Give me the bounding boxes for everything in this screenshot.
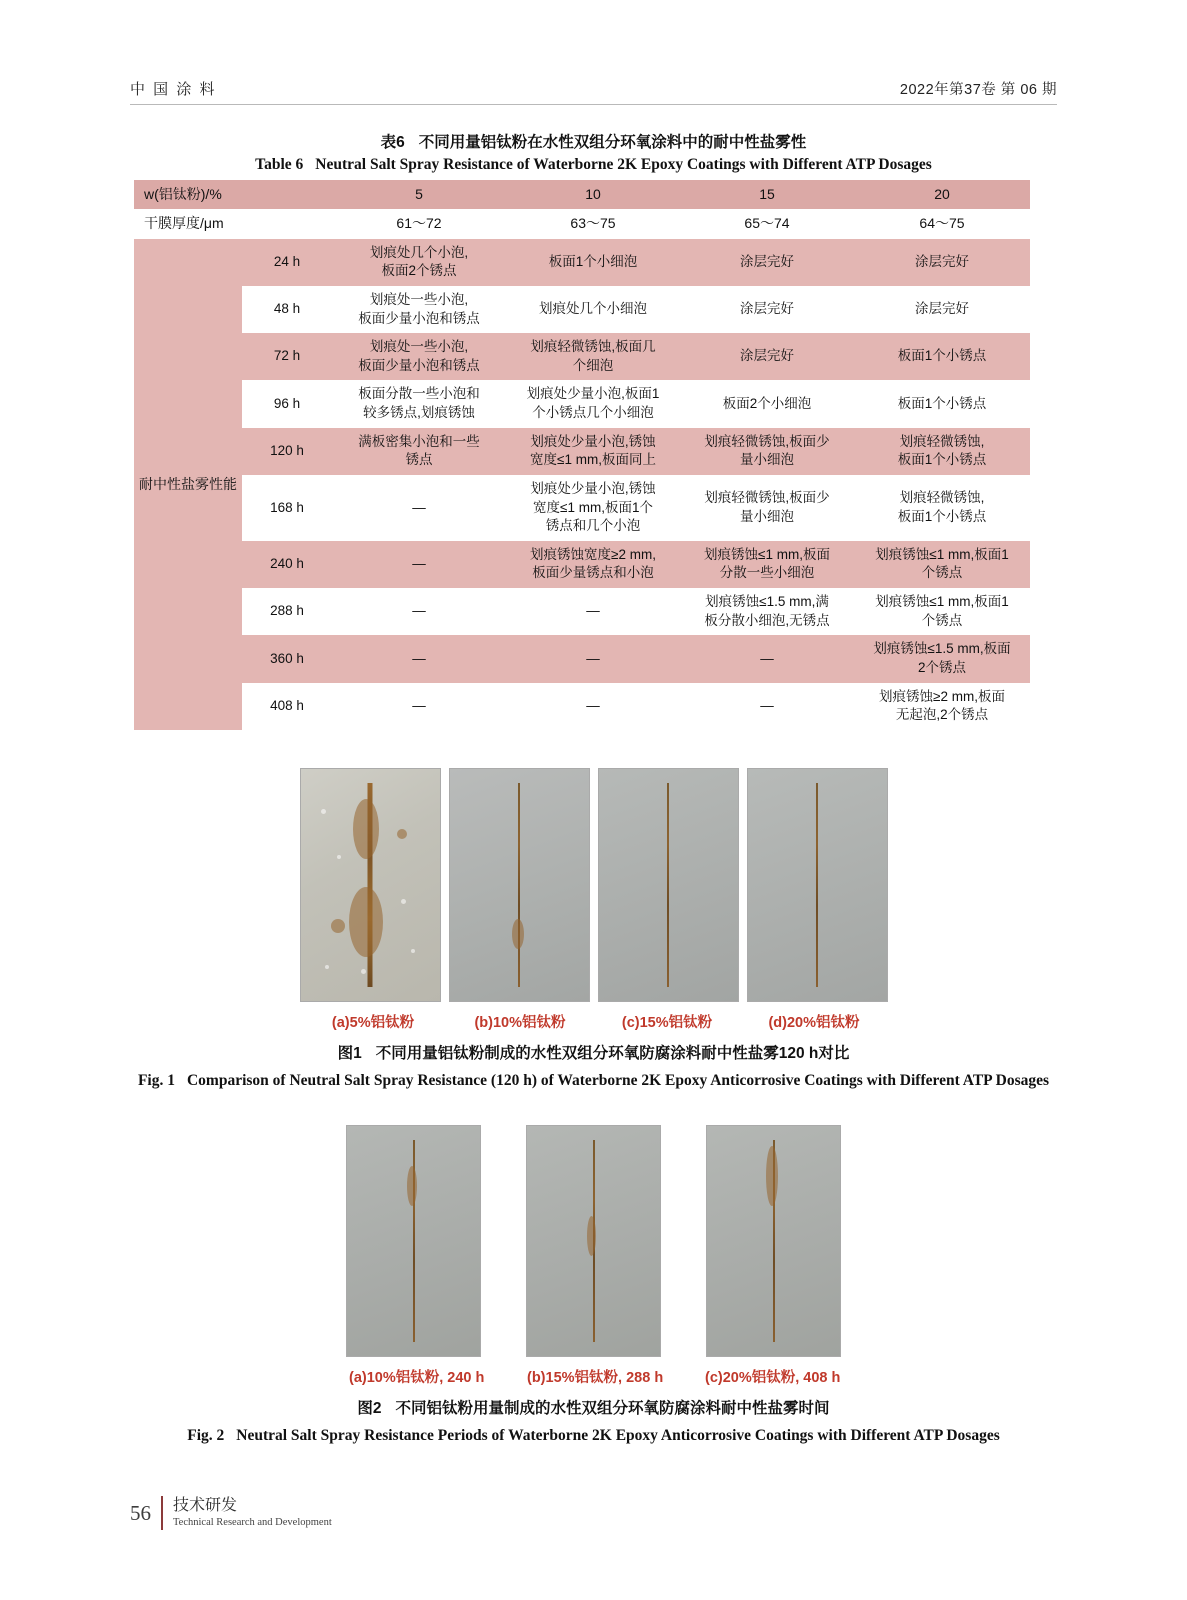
time-label: 120 h [242, 428, 332, 475]
cell-20: 板面1个小锈点 [854, 333, 1030, 380]
footer-section [173, 1497, 332, 1528]
table-number-cn: 表6 [380, 134, 405, 151]
blister [411, 949, 415, 953]
table-caption-en [130, 156, 1057, 174]
time-label: 96 h [242, 380, 332, 427]
cell-5: — [332, 541, 506, 588]
figure-1-caption-cn [0, 1041, 1187, 1063]
figure-2 [0, 1125, 1187, 1447]
cell-20: 划痕锈蚀≤1 mm,板面1 个锈点 [854, 541, 1030, 588]
panel-label-a: (a)10%铝钛粉, 240 h [349, 1370, 485, 1386]
cell-10: 划痕处少量小泡,锈蚀 宽度≤1 mm,板面同上 [506, 428, 680, 475]
cell-20: 划痕轻微锈蚀, 板面1个小锈点 [854, 475, 1030, 541]
thickness-15: 65～74 [680, 209, 854, 238]
figure-title-cn: 不同用量铝钛粉制成的水性双组分环氧防腐涂料耐中性盐雾120 h对比 [375, 1045, 850, 1062]
table-row [134, 475, 1030, 541]
cell-20: 划痕锈蚀≤1 mm,板面1 个锈点 [854, 588, 1030, 635]
cell-15: 板面2个小细泡 [680, 380, 854, 427]
time-label: 24 h [242, 239, 332, 286]
cell-15: — [680, 635, 854, 682]
blister [401, 899, 406, 904]
cell-10: — [506, 588, 680, 635]
table-row [134, 541, 1030, 588]
panel-image-b [526, 1125, 661, 1357]
header-dose-10: 10 [506, 180, 680, 209]
cell-10: 板面1个小细泡 [506, 239, 680, 286]
table-title-cn: 不同用量铝钛粉在水性双组分环氧涂料中的耐中性盐雾性 [418, 134, 807, 151]
time-label: 360 h [242, 635, 332, 682]
table-number-en: Table 6 [255, 156, 304, 173]
panel-image-c [598, 768, 739, 1002]
header-dose-20: 20 [854, 180, 1030, 209]
thickness-10: 63～75 [506, 209, 680, 238]
figure-title-en: Comparison of Neutral Salt Spray Resistance (120 h) of Waterborne 2K Epoxy Anticorrosive Coatings with Different ATP Dosages [186, 1072, 1050, 1089]
cell-15: 划痕轻微锈蚀,板面少 量小细泡 [680, 428, 854, 475]
figure-1 [0, 768, 1187, 1092]
cell-5: 划痕处几个小泡, 板面2个锈点 [332, 239, 506, 286]
panel-image-c [706, 1125, 841, 1357]
table-row [134, 635, 1030, 682]
rust-area [587, 1216, 596, 1256]
scratch-mark [667, 783, 669, 987]
rust-area [512, 919, 524, 949]
cell-15: 涂层完好 [680, 333, 854, 380]
cell-10: 划痕处几个小细泡 [506, 286, 680, 333]
time-label: 48 h [242, 286, 332, 333]
cell-10: 划痕处少量小泡,板面1 个小锈点几个小细泡 [506, 380, 680, 427]
rust-spot [397, 829, 407, 839]
cell-10: — [506, 683, 680, 730]
rust-spot [331, 919, 345, 933]
figure-1-panel-labels [0, 1011, 1187, 1032]
figure-number-cn: 图1 [337, 1045, 362, 1062]
cell-10: 划痕处少量小泡,锈蚀 宽度≤1 mm,板面1个 锈点和几个小泡 [506, 475, 680, 541]
cell-20: 涂层完好 [854, 239, 1030, 286]
cell-10: 划痕轻微锈蚀,板面几 个细泡 [506, 333, 680, 380]
panel-label-a: (a)5%铝钛粉 [331, 1015, 415, 1031]
thickness-5: 61～72 [332, 209, 506, 238]
header-divider [130, 104, 1057, 105]
header-dose-5: 5 [332, 180, 506, 209]
issue-info: 2022年第37卷 第 06 期 [899, 82, 1057, 98]
footer-divider [161, 1496, 163, 1530]
figure-2-images [0, 1125, 1187, 1357]
time-label: 72 h [242, 333, 332, 380]
header-label: w(铝钛粉)/% [134, 180, 332, 209]
cell-5: 划痕处一些小泡, 板面少量小泡和锈点 [332, 333, 506, 380]
time-label: 408 h [242, 683, 332, 730]
panel-label-d: (d)20%铝钛粉 [768, 1015, 860, 1031]
rust-area [349, 887, 383, 957]
cell-20: 划痕锈蚀≤1.5 mm,板面 2个锈点 [854, 635, 1030, 682]
cell-20: 划痕轻微锈蚀, 板面1个小锈点 [854, 428, 1030, 475]
table-title-en: Neutral Salt Spray Resistance of Waterborne 2K Epoxy Coatings with Different ATP Dosages [315, 156, 932, 173]
table-row [134, 333, 1030, 380]
header-dose-15: 15 [680, 180, 854, 209]
cell-15: 涂层完好 [680, 239, 854, 286]
cell-10: — [506, 635, 680, 682]
panel-label-b: (b)10%铝钛粉 [474, 1015, 566, 1031]
table-row [134, 428, 1030, 475]
cell-15: — [680, 683, 854, 730]
table-row [134, 239, 1030, 286]
cell-15: 涂层完好 [680, 286, 854, 333]
cell-5: — [332, 683, 506, 730]
cell-15: 划痕锈蚀≤1 mm,板面 分散一些小细泡 [680, 541, 854, 588]
thickness-20: 64～75 [854, 209, 1030, 238]
rust-area [407, 1166, 417, 1206]
rust-area [353, 799, 379, 859]
section-name-cn: 技术研发 [173, 1497, 238, 1515]
section-name-en: Technical Research and Development [173, 1517, 332, 1529]
cell-5: 满板密集小泡和一些 锈点 [332, 428, 506, 475]
cell-20: 板面1个小锈点 [854, 380, 1030, 427]
cell-10: 划痕锈蚀宽度≥2 mm, 板面少量锈点和小泡 [506, 541, 680, 588]
panel-label-b: (b)15%铝钛粉, 288 h [527, 1370, 664, 1386]
figure-1-images [0, 768, 1187, 1002]
cell-20: 划痕锈蚀≥2 mm,板面 无起泡,2个锈点 [854, 683, 1030, 730]
blister [337, 855, 341, 859]
journal-name: 中 国 涂 料 [130, 81, 217, 98]
panel-image-b [449, 768, 590, 1002]
table-row [134, 588, 1030, 635]
figure-1-caption-en [0, 1070, 1187, 1092]
blister [361, 969, 366, 974]
cell-5: 划痕处一些小泡, 板面少量小泡和锈点 [332, 286, 506, 333]
cell-15: 划痕轻微锈蚀,板面少 量小细泡 [680, 475, 854, 541]
time-label: 288 h [242, 588, 332, 635]
panel-label-c: (c)15%铝钛粉 [621, 1015, 713, 1031]
running-head [130, 78, 1057, 99]
blister [325, 965, 329, 969]
panel-image-d [747, 768, 888, 1002]
page-number: 56 [130, 1500, 151, 1525]
table-caption-cn [130, 130, 1057, 152]
panel-image-a [346, 1125, 481, 1357]
table-6 [134, 180, 1030, 730]
table-header-row [134, 180, 1030, 209]
time-label: 240 h [242, 541, 332, 588]
panel-label-c: (c)20%铝钛粉, 408 h [705, 1370, 841, 1386]
panel-image-a [300, 768, 441, 1002]
row-group-label: 耐中性盐雾性能 [134, 239, 242, 730]
time-label: 168 h [242, 475, 332, 541]
table-row [134, 209, 1030, 238]
blister [321, 809, 326, 814]
thickness-label: 干膜厚度/μm [134, 209, 332, 238]
figure-2-caption-cn [0, 1396, 1187, 1418]
cell-5: — [332, 588, 506, 635]
table-row [134, 683, 1030, 730]
cell-5: 板面分散一些小泡和 较多锈点,划痕锈蚀 [332, 380, 506, 427]
figure-number-en: Fig. 1 [137, 1072, 175, 1089]
cell-15: 划痕锈蚀≤1.5 mm,满 板分散小细泡,无锈点 [680, 588, 854, 635]
figure-2-panel-labels [0, 1366, 1187, 1387]
cell-5: — [332, 635, 506, 682]
figure-title-cn: 不同铝钛粉用量制成的水性双组分环氧防腐涂料耐中性盐雾时间 [395, 1400, 830, 1417]
page-footer [130, 1496, 332, 1530]
figure-number-cn: 图2 [357, 1400, 382, 1417]
scratch-mark [816, 783, 818, 987]
figure-2-caption-en [0, 1425, 1187, 1447]
cell-20: 涂层完好 [854, 286, 1030, 333]
table-row [134, 286, 1030, 333]
figure-title-en: Neutral Salt Spray Resistance Periods of Waterborne 2K Epoxy Anticorrosive Coatings with Different ATP Dosages [236, 1427, 1000, 1444]
scratch-mark [518, 783, 520, 987]
table-row [134, 380, 1030, 427]
cell-5: — [332, 475, 506, 541]
figure-number-en: Fig. 2 [187, 1427, 225, 1444]
rust-area [766, 1146, 778, 1206]
